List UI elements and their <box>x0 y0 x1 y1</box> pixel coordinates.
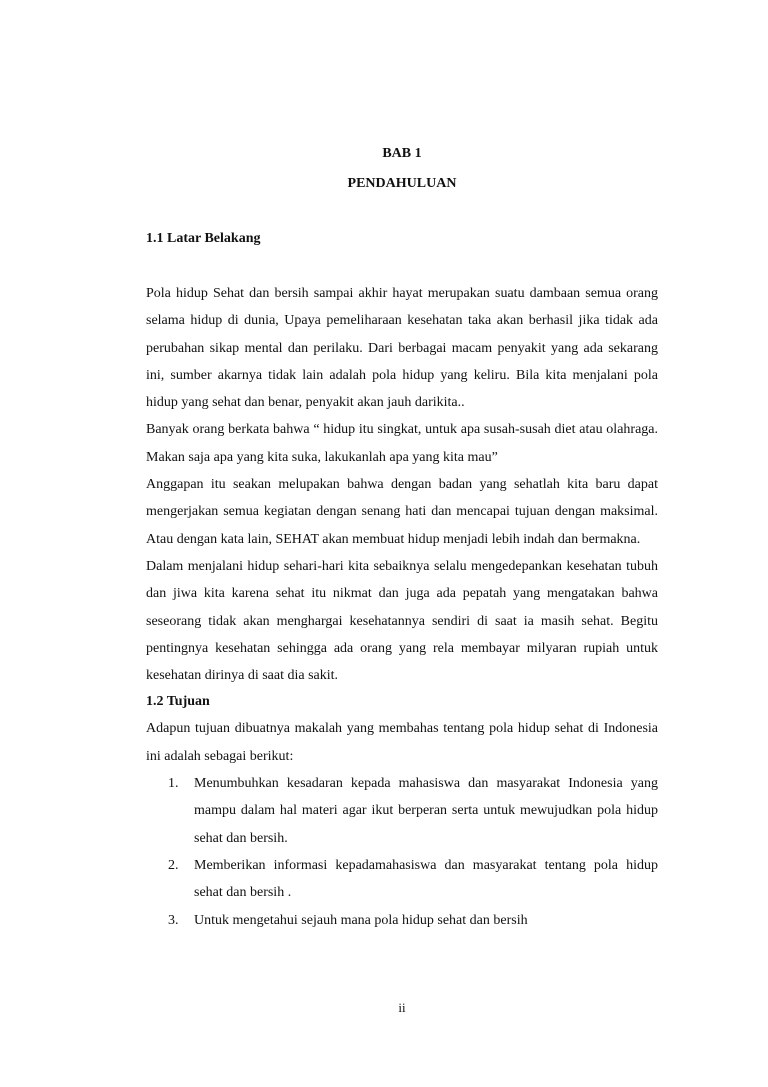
section-heading-latar-belakang: 1.1 Latar Belakang <box>146 231 261 246</box>
list-item-number: 2. <box>168 857 179 873</box>
chapter-number: BAB 1 <box>382 146 422 161</box>
paragraph: Dalam menjalani hidup sehari-hari kita sebaiknya selalu mengedepankan kesehatan tubuh dan jiwa kita karena sehat itu nikmat dan juga ada pepatah yang mengatakan bahwa seseorang tidak akan menghargai kesehatannya sendiri di saat ia masih sehat. Begitu pentingnya kesehatan sehingga ada orang yang rela membayar milyaran rupiah untuk kesehatan dirinya di saat dia sakit. <box>146 558 658 684</box>
paragraph: Banyak orang berkata bahwa “ hidup itu singkat, untuk apa susah-susah diet atau olahraga. Makan saja apa yang kita suka, lakukanlah apa yang kita mau” <box>146 422 658 465</box>
list-item <box>146 907 658 934</box>
list-item <box>146 852 658 907</box>
section-heading-tujuan: 1.2 Tujuan <box>146 694 210 710</box>
list-item <box>146 770 658 852</box>
list-item-text: Untuk mengetahui sejauh mana pola hidup sehat dan bersih <box>194 912 528 928</box>
page-number: ii <box>398 1000 406 1015</box>
list-item-text: Menumbuhkan kesadaran kepada mahasiswa dan masyarakat Indonesia yang mampu dalam hal materi agar ikut berperan serta untuk mewujudkan pola hidup sehat dan bersih. <box>194 776 658 846</box>
goals-list <box>146 770 658 934</box>
spacer <box>146 252 658 280</box>
paragraph: Anggapan itu seakan melupakan bahwa dengan badan yang sehatlah kita baru dapat mengerjakan semua kegiatan dengan senang hati dan mencapai tujuan dengan maksimal. Atau dengan kata lain, SEHAT akan membuat hidup menjadi lebih indah dan bermakna. <box>146 477 658 547</box>
chapter-title: PENDAHULUAN <box>347 176 457 191</box>
paragraph: Pola hidup Sehat dan bersih sampai akhir hayat merupakan suatu dambaan semua orang selama hidup di dunia, Upaya pemeliharaan kesehatan taka akan berhasil jika tidak ada perubahan sikap mental dan perilaku. Dari berbagai macam penyakit yang ada sekarang ini, sumber akarnya tidak lain adalah pola hidup yang keliru. Bila kita menjalani pola hidup yang sehat dan benar, penyakit akan jauh darikita.. <box>146 286 658 411</box>
document-body <box>146 226 658 934</box>
list-item-number: 1. <box>168 776 179 792</box>
paragraph: Adapun tujuan dibuatnya makalah yang membahas tentang pola hidup sehat di Indonesia ini adalah sebagai berikut: <box>146 721 658 764</box>
list-item-text: Memberikan informasi kepadamahasiswa dan masyarakat tentang pola hidup sehat dan bersih . <box>194 857 658 901</box>
list-item-number: 3. <box>168 912 179 928</box>
